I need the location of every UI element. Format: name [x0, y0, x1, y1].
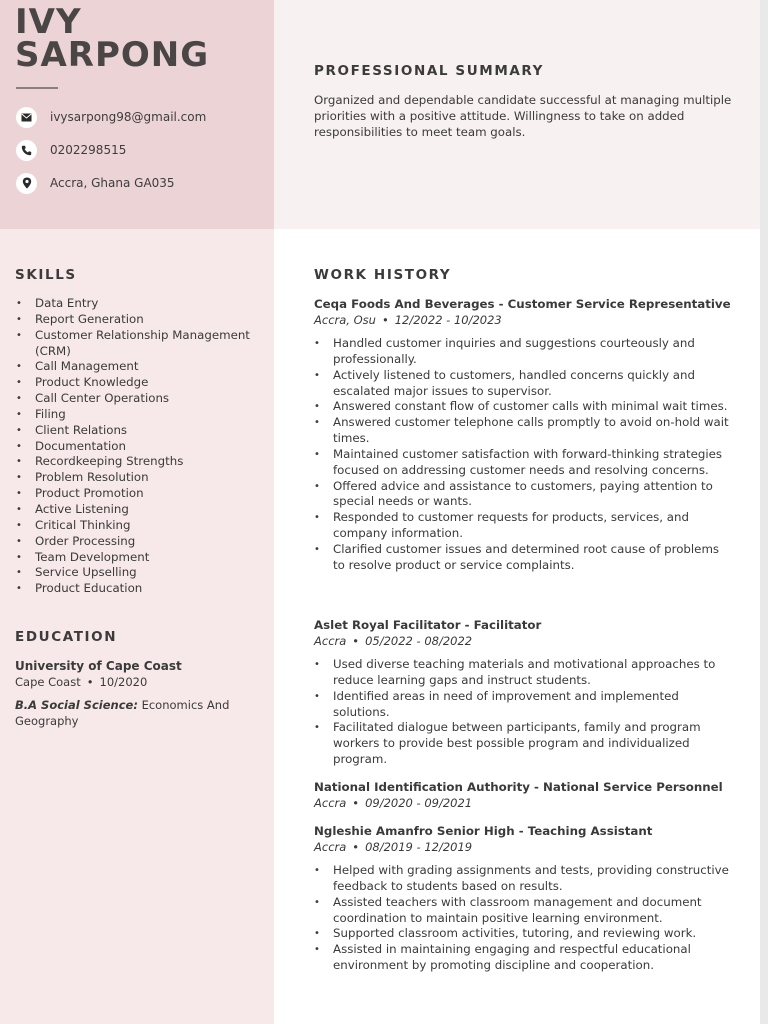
page-edge: [760, 0, 768, 1024]
skill-item: • Problem Resolution: [15, 470, 265, 486]
skills-list: [15, 296, 265, 597]
job-dates: 09/2020 - 09/2021: [365, 796, 473, 810]
job-dates: 05/2022 - 08/2022: [365, 634, 473, 648]
job-bullet: • Offered advice and assistance to customers, paying attention to special needs or wants.: [314, 479, 734, 511]
job-bullet: • Actively listened to customers, handled concerns quickly and escalated major issues to supervisor.: [314, 368, 734, 400]
job-bullet: • Handled customer inquiries and suggestions courteously and professionally.: [314, 336, 734, 368]
job-meta: Accra • 05/2022 - 08/2022: [314, 634, 473, 648]
contact-phone[interactable]: [16, 139, 126, 161]
last-name: SARPONG: [15, 35, 210, 75]
job-bullets: [314, 863, 734, 974]
job-location: Accra: [314, 634, 347, 648]
job-bullet: • Assisted teachers with classroom management and document coordination to maintain positive learning environment.: [314, 895, 734, 927]
skill-item: • Recordkeeping Strengths: [15, 454, 265, 470]
job-bullet: • Used diverse teaching materials and motivational approaches to reduce learning gaps and instruct students.: [314, 657, 734, 689]
job-bullets: [314, 657, 734, 768]
phone-icon: [16, 140, 37, 161]
job-bullet: • Facilitated dialogue between participants, family and program workers to provide best possible program and individualized program.: [314, 720, 734, 768]
skill-item: • Call Management: [15, 359, 265, 375]
education-degree: [15, 697, 265, 729]
job-meta: Accra • 08/2019 - 12/2019: [314, 840, 473, 854]
envelope-icon: [16, 107, 37, 128]
job-bullet: • Answered constant flow of customer calls with minimal wait times.: [314, 399, 734, 415]
education-heading: EDUCATION: [15, 629, 118, 645]
first-name: IVY: [15, 2, 82, 42]
skills-heading: SKILLS: [15, 267, 77, 283]
job-title: Ceqa Foods And Beverages - Customer Service Representative: [314, 297, 731, 311]
skill-item: • Service Upselling: [15, 565, 265, 581]
job-location: Accra, Osu: [314, 313, 376, 327]
education-city: Cape Coast: [15, 675, 81, 689]
job-bullet: • Answered customer telephone calls promptly to avoid on-hold wait times.: [314, 415, 734, 447]
summary-heading: PROFESSIONAL SUMMARY: [314, 63, 545, 79]
job-location: Accra: [314, 796, 347, 810]
skill-item: • Client Relations: [15, 423, 265, 439]
phone-text[interactable]: 0202298515: [50, 143, 127, 157]
job-location: Accra: [314, 840, 347, 854]
job-bullet: • Clarified customer issues and determined root cause of problems to resolve product or service complaints.: [314, 542, 734, 574]
contact-email[interactable]: [16, 106, 206, 128]
education-school: University of Cape Coast: [15, 659, 182, 673]
candidate-name: [15, 2, 210, 75]
location-text: Accra, Ghana GA035: [50, 176, 175, 190]
skill-item: • Order Processing: [15, 534, 265, 550]
skill-item: • Critical Thinking: [15, 518, 265, 534]
degree-field: Economics And Geography: [15, 698, 230, 728]
skill-item: • Product Knowledge: [15, 375, 265, 391]
job-bullet: • Identified areas in need of improvement and implemented solutions.: [314, 689, 734, 721]
work-history-heading: WORK HISTORY: [314, 267, 452, 283]
job-bullet: • Helped with grading assignments and tests, providing constructive feedback to students based on results.: [314, 863, 734, 895]
skill-item: • Customer Relationship Management (CRM): [15, 328, 265, 360]
skill-item: • Team Development: [15, 550, 265, 566]
skill-item: • Active Listening: [15, 502, 265, 518]
name-divider: [16, 87, 58, 89]
job-meta: Accra, Osu • 12/2022 - 10/2023: [314, 313, 502, 327]
job-bullet: • Supported classroom activities, tutoring, and reviewing work.: [314, 926, 734, 942]
education-meta: Cape Coast • 10/2020: [15, 675, 148, 689]
degree-name: B.A Social Science:: [15, 698, 138, 712]
skill-item: • Data Entry: [15, 296, 265, 312]
job-bullet: • Responded to customer requests for products, services, and company information.: [314, 510, 734, 542]
job-dates: 12/2022 - 10/2023: [394, 313, 502, 327]
education-date: 10/2020: [99, 675, 148, 689]
email-text[interactable]: ivysarpong98@gmail.com: [50, 110, 207, 124]
job-dates: 08/2019 - 12/2019: [365, 840, 473, 854]
skill-item: • Filing: [15, 407, 265, 423]
job-title: National Identification Authority - National Service Personnel: [314, 780, 723, 794]
job-bullets: [314, 336, 734, 574]
job-title: Ngleshie Amanfro Senior High - Teaching Assistant: [314, 824, 653, 838]
skill-item: • Report Generation: [15, 312, 265, 328]
job-bullet: • Assisted in maintaining engaging and respectful educational environment by promoting discipline and cooperation.: [314, 942, 734, 974]
contact-location: [16, 172, 175, 194]
skill-item: • Documentation: [15, 439, 265, 455]
map-pin-icon: [16, 173, 37, 194]
job-bullet: • Maintained customer satisfaction with forward-thinking strategies focused on addressing customer needs and resolving concerns.: [314, 447, 734, 479]
skill-item: • Product Promotion: [15, 486, 265, 502]
skill-item: • Call Center Operations: [15, 391, 265, 407]
skill-item: • Product Education: [15, 581, 265, 597]
summary-text: Organized and dependable candidate successful at managing multiple priorities with a positive attitude. Willingness to take on added responsibilities to meet team goals.: [314, 93, 732, 139]
job-meta: Accra • 09/2020 - 09/2021: [314, 796, 473, 810]
job-title: Aslet Royal Facilitator - Facilitator: [314, 618, 542, 632]
